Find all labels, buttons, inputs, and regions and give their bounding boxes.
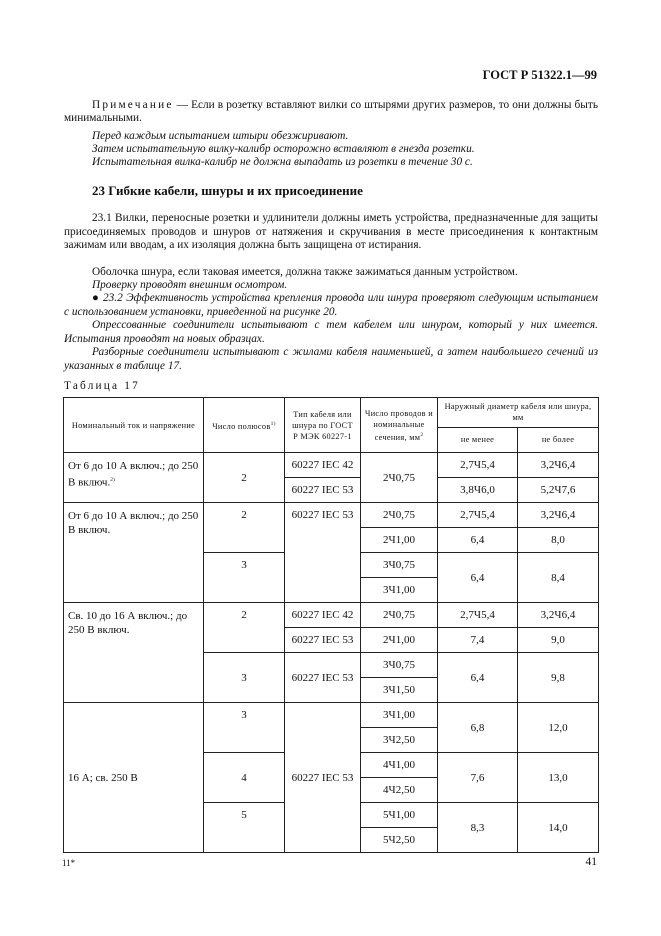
paragraph-23-1: 23.1 Вилки, переносные розетки и удлинители должны иметь устройства, предназначенные для защиты присоединяемых проводов и шнуров от натяжения и скручивания в месте присоединения к контактным зажимам или вводам, а их изоляция должна быть защищена от истирания. <box>64 212 598 252</box>
min-cell: 8,3 <box>438 803 518 853</box>
footer-sheet-mark: 11* <box>62 858 76 868</box>
min-cell: 2,7Ч5,4 <box>438 453 518 478</box>
min-cell: 6,4 <box>438 528 518 553</box>
max-cell: 9,8 <box>518 653 599 703</box>
min-cell: 6,4 <box>438 653 518 703</box>
rating-cell: 16 А; св. 250 В <box>64 703 204 853</box>
section-title: 23 Гибкие кабели, шнуры и их присоединение <box>92 183 363 198</box>
table-row <box>64 503 599 528</box>
rating-cell: Св. 10 до 16 А включ.; до 250 В включ. <box>64 603 204 703</box>
rating-cell: От 6 до 10 А включ.; до 250 В включ.$^{2)}$ <box>64 453 204 503</box>
max-cell: 9,0 <box>518 628 599 653</box>
italic-line: Перед каждым испытанием штыри обезжиривают. <box>92 130 349 142</box>
conductors-cell: 3Ч0,75 <box>361 653 438 678</box>
conductors-cell: 3Ч2,50 <box>361 728 438 753</box>
min-cell: 2,7Ч5,4 <box>438 503 518 528</box>
table-row <box>64 703 599 728</box>
type-cell: 60227 IEC 53 <box>285 478 361 503</box>
conductors-cell: 3Ч1,00 <box>361 578 438 603</box>
conductors-cell: 2Ч0,75 <box>361 503 438 528</box>
poles-cell: 4 <box>204 753 285 803</box>
min-cell: 6,8 <box>438 703 518 753</box>
max-cell: 12,0 <box>518 703 599 753</box>
paragraph-inspection: Проверку проводят внешним осмотром. <box>92 279 288 291</box>
conductors-cell: 2Ч0,75 <box>361 603 438 628</box>
max-cell: 8,4 <box>518 553 599 603</box>
rating-cell: От 6 до 10 А включ.; до 250 В включ. <box>64 503 204 603</box>
conductors-cell: 2Ч1,00 <box>361 528 438 553</box>
type-cell: 60227 IEC 42 <box>285 603 361 628</box>
table-caption: Таблица 17 <box>64 380 140 392</box>
header-rating: Номинальный ток и напряжение <box>64 398 204 453</box>
max-cell: 5,2Ч7,6 <box>518 478 599 503</box>
header-cable-type: Тип кабеля или шнура по ГОСТ Р МЭК 60227-1 <box>285 398 361 453</box>
page-number: 41 <box>585 856 597 868</box>
poles-cell: 2 <box>204 453 285 503</box>
min-cell: 7,4 <box>438 628 518 653</box>
table-row <box>64 453 599 478</box>
poles-cell: 5 <box>204 803 285 853</box>
conductors-cell: 5Ч1,00 <box>361 803 438 828</box>
max-cell: 3,2Ч6,4 <box>518 453 599 478</box>
table-17 <box>63 397 599 853</box>
conductors-cell: 3Ч1,50 <box>361 678 438 703</box>
type-cell: 60227 IEC 53 <box>285 703 361 853</box>
max-cell: 3,2Ч6,4 <box>518 503 599 528</box>
paragraph-sheath: Оболочка шнура, если таковая имеется, должна также зажиматься данным устройством. <box>92 266 518 278</box>
conductors-cell: 4Ч2,50 <box>361 778 438 803</box>
poles-cell: 3 <box>204 553 285 603</box>
header-max: не более <box>518 427 599 452</box>
poles-cell: 2 <box>204 603 285 653</box>
italic-line: Испытательная вилка-калибр не должна выпадать из розетки в течение 30 с. <box>92 156 473 168</box>
header-poles: Число полюсов$^{1)}$ <box>204 398 285 453</box>
paragraph-crimped: Опрессованные соединители испытывают с тем кабелем или шнуром, который у них имеется. Испытания проводят на новых образцах. <box>64 319 598 345</box>
paragraph-23-2: ● 23.2 Эффективность устройства крепления провода или шнура проверяют следующим испытанием с использованием установки, приведенной на рисунке 20. <box>64 292 598 318</box>
conductors-cell: 3Ч0,75 <box>361 553 438 578</box>
conductors-cell: 3Ч1,00 <box>361 703 438 728</box>
header-conductors: Число проводов и номинальные сечения, $мм^2$ <box>361 398 438 453</box>
min-cell: 2,7Ч5,4 <box>438 603 518 628</box>
type-cell: 60227 IEC 53 <box>285 628 361 653</box>
poles-cell: 3 <box>204 703 285 753</box>
italic-line: Затем испытательную вилку-калибр осторожно вставляют в гнезда розетки. <box>92 143 475 155</box>
max-cell: 13,0 <box>518 753 599 803</box>
conductors-cell: 4Ч1,00 <box>361 753 438 778</box>
min-cell: 3,8Ч6,0 <box>438 478 518 503</box>
note-label: Примечание <box>92 99 174 111</box>
type-cell: 60227 IEC 42 <box>285 453 361 478</box>
conductors-cell: 5Ч2,50 <box>361 828 438 853</box>
max-cell: 8,0 <box>518 528 599 553</box>
type-cell: 60227 IEC 53 <box>285 653 361 703</box>
min-cell: 7,6 <box>438 753 518 803</box>
note-paragraph <box>64 99 598 125</box>
conductors-cell: 2Ч1,00 <box>361 628 438 653</box>
table-row <box>64 603 599 628</box>
header-diameter: Наружный диаметр кабеля или шнура, мм <box>438 398 599 428</box>
max-cell: 3,2Ч6,4 <box>518 603 599 628</box>
type-cell: 60227 IEC 53 <box>285 503 361 603</box>
conductors-cell: 2Ч0,75 <box>361 453 438 503</box>
max-cell: 14,0 <box>518 803 599 853</box>
min-cell: 6,4 <box>438 553 518 603</box>
note-text: — Если в розетку вставляют вилки со штырями других размеров, то они должны быть минимальными. <box>64 99 598 124</box>
poles-cell: 2 <box>204 503 285 553</box>
paragraph-rewirable: Разборные соединители испытывают с жилами кабеля наименьшей, а затем наибольшего сечений из указанных в таблице 17. <box>64 346 598 372</box>
standard-header: ГОСТ Р 51322.1—99 <box>482 68 597 82</box>
poles-cell: 3 <box>204 653 285 703</box>
header-min: не менее <box>438 427 518 452</box>
